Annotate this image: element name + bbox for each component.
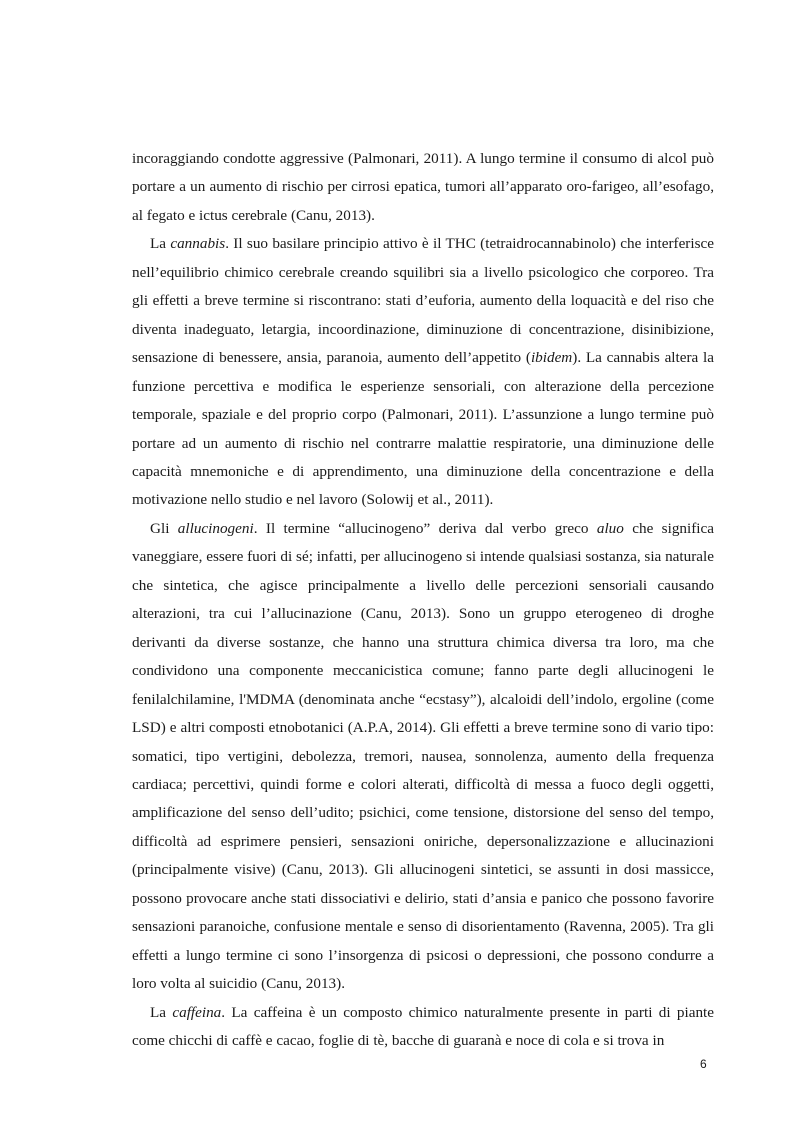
text-run: . La caffeina è un composto chimico naturalmente presente in parti di piante come chicchi di caffè e cacao, foglie di tè, bacche di guaranà e noce di cola e si trova in: [132, 1003, 714, 1050]
text-run: . Il suo basilare principio attivo è il THC (tetraidrocannabinolo) che interferisce nell’equilibrio chimico cerebrale creando squilibri sia a livello psicologico che corporeo. Tra gli effetti a breve termine si riscontrano: stati d’euforia, aumento della loquacità e del riso che diventa inadeguato, letargia, incoordinazione, diminuzione di concentrazione, disinibizione, sensazione di benessere, ansia, paranoia, aumento dell’appetito (: [132, 235, 714, 367]
page-number: 6: [700, 1057, 707, 1071]
text-run: La: [150, 1003, 173, 1021]
paragraph-caffeina: [132, 999, 714, 1056]
italic-term: caffeina: [172, 1003, 222, 1021]
paragraph-alcol-cont: [132, 145, 714, 230]
text-run: Gli: [150, 519, 178, 537]
italic-term: cannabis: [170, 235, 226, 253]
italic-term: allucinogeni: [177, 519, 254, 537]
paragraph-cannabis: [132, 230, 714, 515]
body-text: [132, 145, 714, 1056]
text-run: incoraggiando condotte aggressive (Palmonari, 2011). A lungo termine il consumo di alcol può portare a un aumento di rischio per cirrosi epatica, tumori all’apparato oro-farigeo, all’esofago, al fegato e ictus cerebrale (Canu, 2013).: [132, 150, 714, 224]
text-run: La: [150, 235, 171, 253]
italic-term: aluo: [596, 519, 624, 537]
text-run: ). La cannabis altera la funzione percettiva e modifica le esperienze sensoriali, con alterazione della percezione temporale, spaziale e del proprio corpo (Palmonari, 2011). L’assunzione a lungo termine può portare ad un aumento di rischio nel contrarre malattie respiratorie, una diminuzione delle capacità mnemoniche e di apprendimento, una diminuzione della concentrazione e della motivazione nello studio e nel lavoro (Solowij et al., 2011).: [132, 349, 715, 509]
italic-term: ibidem: [530, 349, 573, 367]
text-run: . Il termine “allucinogeno” deriva dal verbo greco: [253, 519, 597, 537]
paragraph-allucinogeni: [132, 515, 714, 999]
text-run: che significa vaneggiare, essere fuori di sé; infatti, per allucinogeno si intende qualsiasi sostanza, sia naturale che sintetica, che agisce principalmente a livello delle percezioni sensoriali causando alterazioni, tra cui l’allucinazione (Canu, 2013). Sono un gruppo eterogeneo di droghe derivanti da diverse sostanze, che hanno una struttura chimica diversa tra loro, ma che condividono una componente meccanicistica comune; fanno parte degli allucinogeni le fenilalchilamine, l'MDMA (denominata anche “ecstasy”), alcaloidi dell’indolo, ergoline (come LSD) e altri composti etnobotanici (A.P.A, 2014). Gli effetti a breve termine sono di vario tipo: somatici, tipo vertigini, debolezza, tremori, nausea, sonnolenza, aumento della frequenza cardiaca; percettivi, quindi forme e colori alterati, difficoltà di messa a fuoco degli oggetti, amplificazione del senso dell’udito; psichici, come tensione, distorsione del senso del tempo, difficoltà ad esprimere pensieri, sensazioni oniriche, depersonalizzazione e allucinazioni (principalmente visive) (Canu, 2013). Gli allucinogeni sintetici, se assunti in dosi massicce, possono provocare anche stati dissociativi e delirio, stati d’ansia e panico che possono favorire sensazioni paranoiche, confusione mentale e senso di disorientamento (Ravenna, 2005). Tra gli effetti a lungo termine ci sono l’insorgenza di psicosi o depressioni, che possono condurre a loro volta al suicidio (Canu, 2013).: [132, 519, 714, 993]
